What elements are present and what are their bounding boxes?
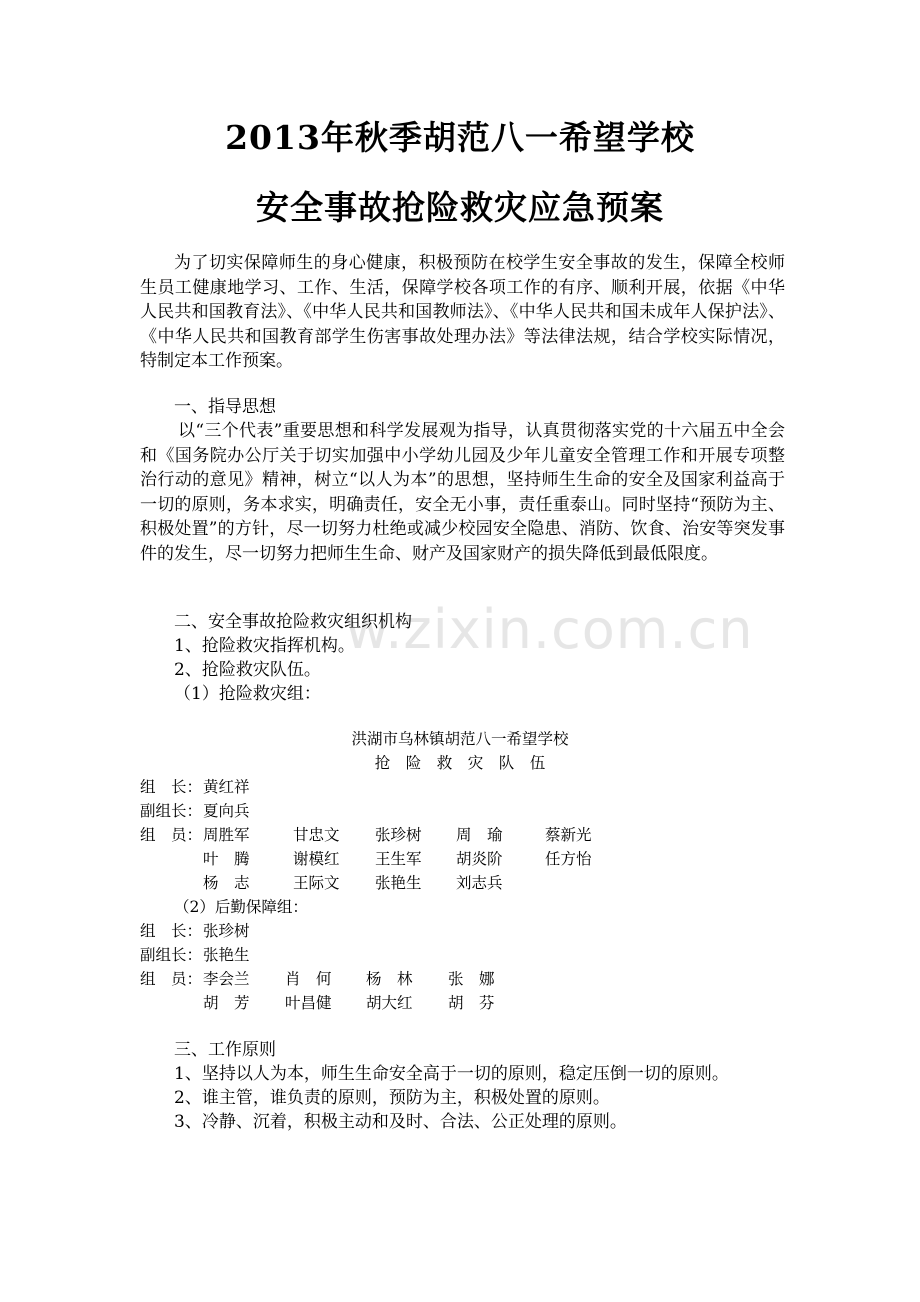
- team2-member: 胡 芳: [203, 994, 250, 1012]
- team1-member: 叶 腾: [203, 850, 250, 868]
- team1-member: 甘忠文: [293, 826, 340, 844]
- team1-deputy-label: 副组长：: [140, 802, 203, 820]
- team-name: 抢 险 救 灾 队 伍: [374, 754, 546, 772]
- team2-members-label: 组 员：: [140, 970, 203, 988]
- team2-member: 肖 何: [285, 970, 332, 988]
- team1-member: 周 瑜: [456, 826, 503, 844]
- section2-heading: 二、安全事故抢险救灾组织机构: [174, 612, 412, 632]
- team2-leader-label: 组 长：: [140, 922, 203, 940]
- team2-member: 张 娜: [448, 970, 495, 988]
- team2-member: 杨 林: [366, 970, 413, 988]
- section3-heading: 三、工作原则: [174, 1040, 276, 1060]
- team1-deputy: 夏向兵: [203, 802, 250, 820]
- team2-member: 李会兰: [203, 970, 250, 988]
- section1-heading: 一、指导思想: [174, 397, 276, 417]
- team2-member: 叶昌健: [285, 994, 332, 1012]
- team2-member: 胡 芬: [448, 994, 495, 1012]
- team2-deputy: 张艳生: [203, 946, 250, 964]
- team1-members-label: 组 员：: [140, 826, 203, 844]
- section3-item: 1、坚持以人为本，师生生命安全高于一切的原则，稳定压倒一切的原则。: [174, 1064, 729, 1084]
- team1-member: 周胜军: [203, 826, 250, 844]
- document-title-line2: 安全事故抢险救灾应急预案: [256, 188, 664, 227]
- intro-paragraph: 为了切实保障师生的身心健康，积极预防在校学生安全事故的发生，保障全校师生员工健康地学习、工作、生活，保障学校各项工作的有序、顺利开展，依据《中华人民共和国教育法》、《中华人民共和国教师法》、《中华人民共和国未成年人保护法》、《中华人民共和国教育部学生伤害事故处理办法》等法律法规，结合学校实际情况，特制定本工作预案。: [140, 253, 785, 371]
- org-name: 洪湖市乌林镇胡范八一希望学校: [351, 730, 569, 748]
- section2-sub1: （1）抢险救灾组：: [174, 684, 321, 704]
- watermark: w.zixin.com.cn: [345, 598, 754, 661]
- team1-member: 谢模红: [293, 850, 340, 868]
- section2-item2: 2、抢险救灾队伍。: [174, 660, 321, 680]
- team1-member: 王际文: [293, 874, 340, 892]
- team1-member: 杨 志: [203, 874, 250, 892]
- team2-member: 胡大红: [366, 994, 413, 1012]
- team1-member: 张艳生: [375, 874, 422, 892]
- team1-member: 刘志兵: [456, 874, 503, 892]
- team1-leader-label: 组 长：: [140, 778, 203, 796]
- section2-item1: 1、抢险救灾指挥机构。: [174, 636, 355, 656]
- section2-sub2: （2）后勤保障组：: [174, 898, 308, 916]
- team1-member: 任方怡: [545, 850, 592, 868]
- team2-deputy-label: 副组长：: [140, 946, 203, 964]
- section3-item: 2、谁主管，谁负责的原则，预防为主，积极处置的原则。: [174, 1088, 610, 1108]
- team1-leader: 黄红祥: [203, 778, 250, 796]
- team1-member: 胡炎阶: [456, 850, 503, 868]
- team1-member: 张珍树: [375, 826, 422, 844]
- team1-member: 王生军: [375, 850, 422, 868]
- team2-leader: 张珍树: [203, 922, 250, 940]
- team1-member: 蔡新光: [545, 826, 592, 844]
- section3-item: 3、冷静、沉着，积极主动和及时、合法、公正处理的原则。: [174, 1112, 627, 1132]
- document-title-line1: 2013年秋季胡范八一希望学校: [225, 118, 695, 157]
- section1-body: 以“三个代表”重要思想和科学发展观为指导，认真贯彻落实党的十六届五中全会和《国务院办公厅关于切实加强中小学幼儿园及少年儿童安全管理工作和开展专项整治行动的意见》精神，树立“以人为本”的思想，坚持师生生命的安全及国家利益高于一切的原则，务本求实，明确责任，安全无小事，责任重泰山。同时坚持“预防为主、积极处置”的方针，尽一切努力杜绝或减少校园安全隐患、消防、饮食、治安等突发事件的发生，尽一切努力把师生生命、财产及国家财产的损失降低到最低限度。: [140, 421, 785, 564]
